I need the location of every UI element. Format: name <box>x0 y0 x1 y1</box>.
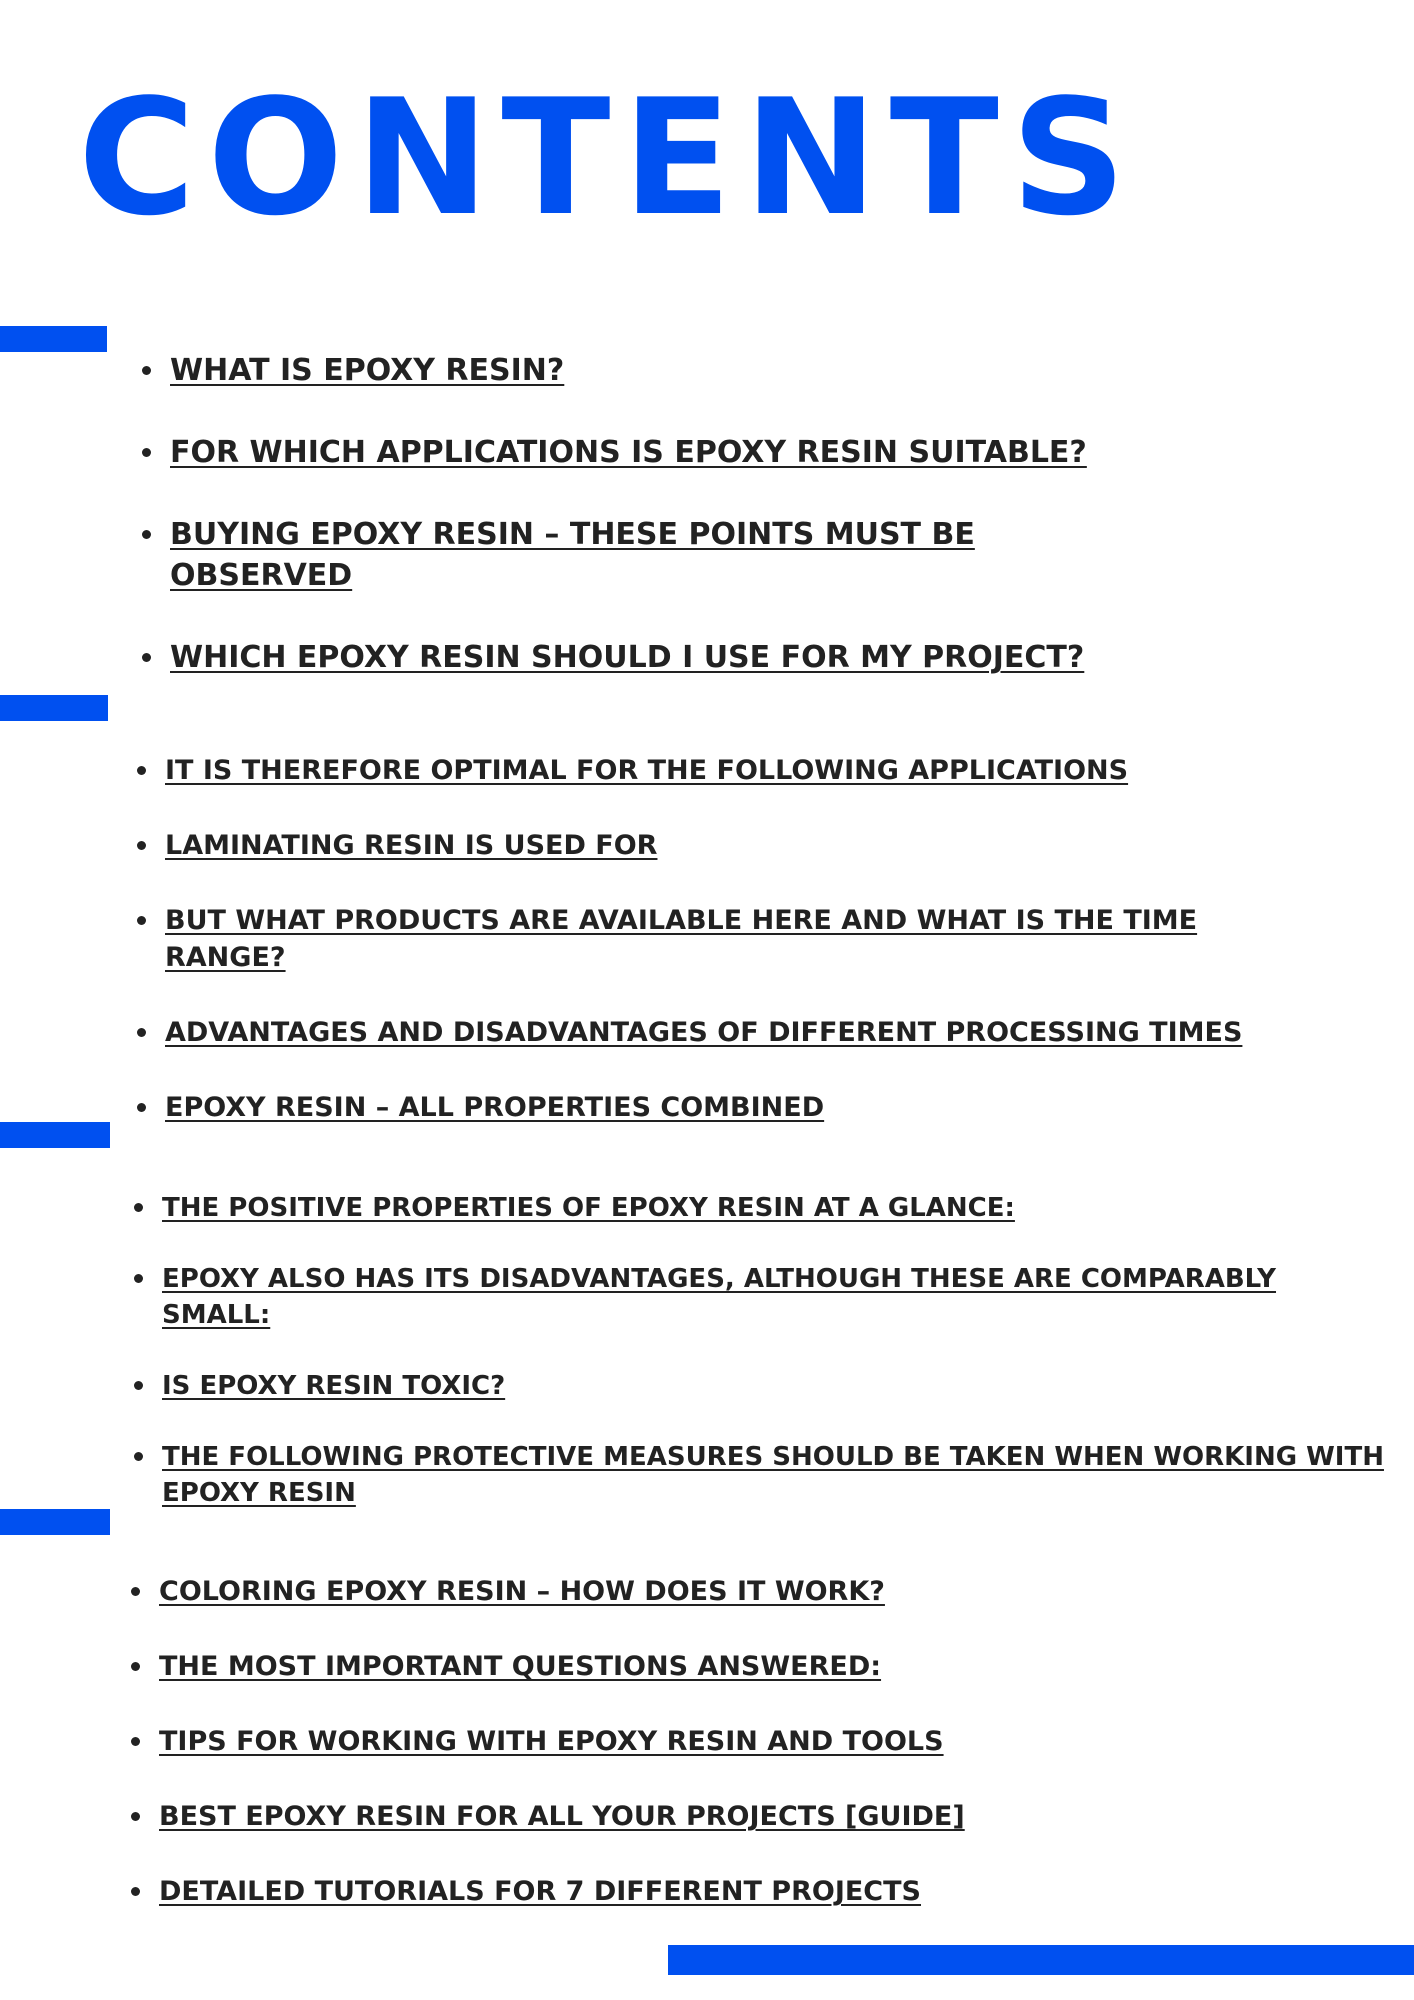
toc-link[interactable]: WHICH EPOXY RESIN SHOULD I USE FOR MY PROJECT? <box>170 640 1085 675</box>
bullet-icon <box>134 1452 143 1461</box>
toc-link[interactable]: THE MOST IMPORTANT QUESTIONS ANSWERED: <box>159 1651 882 1682</box>
footer-accent-bar <box>668 1945 1414 1975</box>
toc-entry[interactable] <box>165 1014 1315 1051</box>
toc-section-2 <box>165 752 1315 1164</box>
toc-entry[interactable] <box>170 432 1110 473</box>
toc-section-1 <box>170 350 1110 719</box>
toc-entry[interactable] <box>170 637 1110 678</box>
toc-entry[interactable] <box>162 1261 1342 1333</box>
toc-section-3 <box>162 1190 1414 1546</box>
toc-link[interactable]: WHAT IS EPOXY RESIN? <box>170 353 565 388</box>
bullet-icon <box>142 448 151 457</box>
toc-entry[interactable] <box>159 1723 1279 1760</box>
page-title: CONTENTS <box>78 64 1139 251</box>
bullet-icon <box>131 1737 140 1746</box>
bullet-icon <box>134 1274 143 1283</box>
toc-entry[interactable] <box>170 514 990 596</box>
toc-entry[interactable] <box>159 1648 1279 1685</box>
toc-entry[interactable] <box>165 827 1315 864</box>
section-marker-bar <box>0 326 107 352</box>
toc-entry[interactable] <box>165 902 1245 976</box>
bullet-icon <box>131 1887 140 1896</box>
toc-entry[interactable] <box>165 1089 1315 1126</box>
toc-entry[interactable] <box>170 350 1110 391</box>
toc-entry[interactable] <box>159 1573 1279 1610</box>
toc-link[interactable]: THE FOLLOWING PROTECTIVE MEASURES SHOULD BE TAKEN WHEN WORKING WITH EPOXY RESIN <box>162 1442 1384 1508</box>
bullet-icon <box>131 1662 140 1671</box>
bullet-icon <box>137 766 146 775</box>
bullet-icon <box>134 1381 143 1390</box>
bullet-icon <box>131 1812 140 1821</box>
bullet-icon <box>142 366 151 375</box>
toc-link[interactable]: BEST EPOXY RESIN FOR ALL YOUR PROJECTS [GUIDE] <box>159 1801 965 1832</box>
toc-link[interactable]: IT IS THEREFORE OPTIMAL FOR THE FOLLOWING APPLICATIONS <box>165 755 1129 786</box>
bullet-icon <box>137 916 146 925</box>
toc-entry[interactable] <box>165 752 1315 789</box>
section-marker-bar <box>0 1122 110 1148</box>
toc-link[interactable]: LAMINATING RESIN IS USED FOR <box>165 830 658 861</box>
bullet-icon <box>137 841 146 850</box>
bullet-icon <box>131 1587 140 1596</box>
toc-link[interactable]: BUYING EPOXY RESIN – THESE POINTS MUST BE OBSERVED <box>170 517 975 593</box>
toc-section-4 <box>159 1573 1279 1948</box>
toc-entry[interactable] <box>159 1798 1279 1835</box>
bullet-icon <box>142 653 151 662</box>
toc-link[interactable]: EPOXY ALSO HAS ITS DISADVANTAGES, ALTHOUGH THESE ARE COMPARABLY SMALL: <box>162 1264 1277 1330</box>
toc-link[interactable]: THE POSITIVE PROPERTIES OF EPOXY RESIN AT A GLANCE: <box>162 1193 1015 1223</box>
bullet-icon <box>137 1103 146 1112</box>
toc-link[interactable]: DETAILED TUTORIALS FOR 7 DIFFERENT PROJECTS <box>159 1876 921 1907</box>
toc-link[interactable]: FOR WHICH APPLICATIONS IS EPOXY RESIN SUITABLE? <box>170 435 1087 470</box>
toc-entry[interactable] <box>159 1873 1279 1910</box>
toc-entry[interactable] <box>162 1190 1414 1226</box>
section-marker-bar <box>0 695 108 721</box>
toc-link[interactable]: COLORING EPOXY RESIN – HOW DOES IT WORK? <box>159 1576 885 1607</box>
toc-entry[interactable] <box>162 1368 1414 1404</box>
toc-link[interactable]: EPOXY RESIN – ALL PROPERTIES COMBINED <box>165 1092 825 1123</box>
toc-link[interactable]: ADVANTAGES AND DISADVANTAGES OF DIFFERENT PROCESSING TIMES <box>165 1017 1243 1048</box>
bullet-icon <box>142 530 151 539</box>
bullet-icon <box>137 1028 146 1037</box>
toc-entry[interactable] <box>162 1439 1412 1511</box>
bullet-icon <box>134 1203 143 1212</box>
toc-link[interactable]: TIPS FOR WORKING WITH EPOXY RESIN AND TOOLS <box>159 1726 944 1757</box>
toc-link[interactable]: BUT WHAT PRODUCTS ARE AVAILABLE HERE AND WHAT IS THE TIME RANGE? <box>165 905 1198 973</box>
toc-link[interactable]: IS EPOXY RESIN TOXIC? <box>162 1371 506 1401</box>
section-marker-bar <box>0 1509 110 1535</box>
